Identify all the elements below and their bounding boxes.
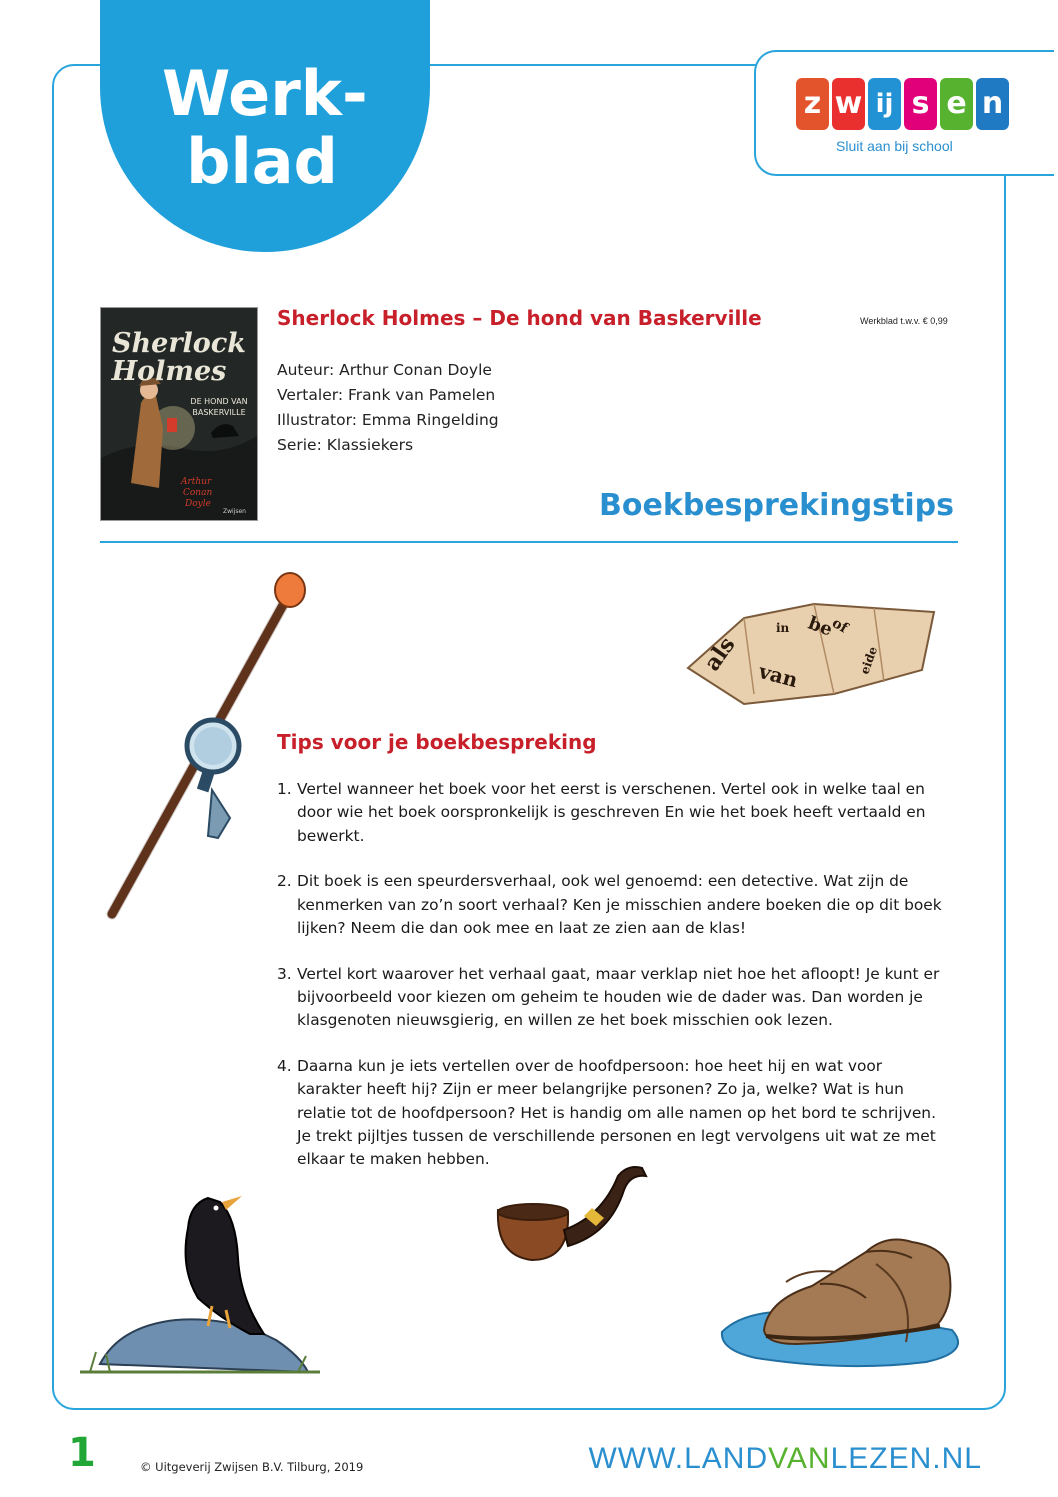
crow-illustration (80, 1188, 320, 1384)
section-divider (100, 541, 958, 543)
cover-author-2: Conan (183, 488, 213, 498)
book-title: Sherlock Holmes – De hond van Baskerville (277, 306, 762, 330)
tip-text: Dit boek is een speurdersverhaal, ook wel genoemd: een detective. Wat zijn de kenmerken van zo’n soort verhaal? Ken je misschien andere boeken die op dit boek lijken? Neem die dan ook mee en laat ze zien aan de klas! (297, 872, 942, 937)
cover-publisher: Zwijsen (223, 508, 246, 515)
logo-letter: z (796, 78, 829, 130)
werkblad-badge-text (162, 57, 368, 198)
badge-line-1: Werk- (162, 57, 368, 130)
book-translator: Vertaler: Frank van Pamelen (277, 386, 496, 404)
cover-title-2: Holmes (111, 356, 227, 387)
section-title: Boekbesprekingstips (599, 488, 954, 523)
site-part-3: LEZEN.NL (830, 1442, 982, 1475)
badge-line-2: blad (186, 125, 338, 198)
tips-list (277, 778, 947, 1194)
tip-text: Daarna kun je iets vertellen over de hoofdpersoon: hoe heet hij en wat voor karakter heeft hij? Zijn er meer belangrijke personen? Zo ja, welke? Wat is hun relatie tot de hoofdpersoon? Het is handig om alle namen op het bord te schrijven. Je trekt pijltjes tussen de verschillende personen en legt vervolgens uit wat ze met elkaar te maken hebben. (297, 1057, 936, 1169)
website-link[interactable] (588, 1442, 982, 1476)
ransom-note-illustration (684, 598, 940, 708)
logo-tagline: Sluit aan bij school (836, 138, 953, 154)
boot-illustration (716, 1212, 972, 1392)
logo-letter: n (976, 78, 1009, 130)
tips-title: Tips voor je boekbespreking (277, 730, 597, 754)
cover-subtitle-1: DE HOND VAN (190, 397, 248, 406)
book-meta (277, 358, 499, 458)
note-word: als (699, 632, 741, 676)
book-series: Serie: Klassiekers (277, 436, 414, 454)
page-number: 1 (68, 1430, 96, 1476)
tip-number: 3. (277, 964, 292, 983)
note-word: of (829, 615, 851, 637)
zwijsen-logo (754, 50, 1054, 176)
price-note: Werkblad t.w.v. € 0,99 (860, 316, 948, 326)
tip-item (277, 870, 947, 940)
tip-number: 2. (277, 872, 292, 891)
book-cover-image (100, 307, 258, 521)
note-word: be (805, 612, 836, 641)
logo-letter: s (904, 78, 937, 130)
logo-letters (796, 78, 1009, 130)
tip-item (277, 963, 947, 1033)
cover-title-1: Sherlock (112, 328, 246, 359)
note-word: van (756, 658, 801, 693)
pipe-illustration (492, 1160, 652, 1270)
cover-subtitle-2: BASKERVILLE (192, 408, 246, 417)
site-part-1: WWW.LAND (588, 1442, 769, 1475)
cover-author-3: Doyle (185, 499, 211, 509)
note-word: eide (857, 644, 881, 677)
logo-letter: ij (868, 78, 901, 130)
tip-item (277, 1055, 947, 1171)
cover-author-1: Arthur (181, 477, 212, 487)
logo-letter: w (832, 78, 865, 130)
note-word: in (776, 621, 790, 635)
book-illustrator: Illustrator: Emma Ringelding (277, 411, 499, 429)
tip-number: 1. (277, 780, 292, 798)
tip-text: Vertel wanneer het boek voor het eerst is verschenen. Vertel ook in welke taal en door wie het boek oorspronkelijk is geschreven En wie het boek heeft vertaald en bewerkt. (297, 780, 926, 845)
tip-number: 4. (277, 1057, 292, 1076)
site-part-2: VAN (768, 1442, 831, 1475)
book-cover-art (101, 308, 257, 520)
logo-letter: e (940, 78, 973, 130)
tip-text: Vertel kort waarover het verhaal gaat, maar verklap niet hoe het afloopt! Je kunt er bijvoorbeeld voor kiezen om geheim te houden wie de dader was. Dan worden je klasgenoten nieuwsgierig, en willen ze het boek misschien ook lezen. (297, 964, 940, 1030)
copyright-text: © Uitgeverij Zwijsen B.V. Tilburg, 2019 (140, 1460, 364, 1474)
tip-item (277, 778, 947, 848)
book-author: Auteur: Arthur Conan Doyle (277, 361, 492, 379)
